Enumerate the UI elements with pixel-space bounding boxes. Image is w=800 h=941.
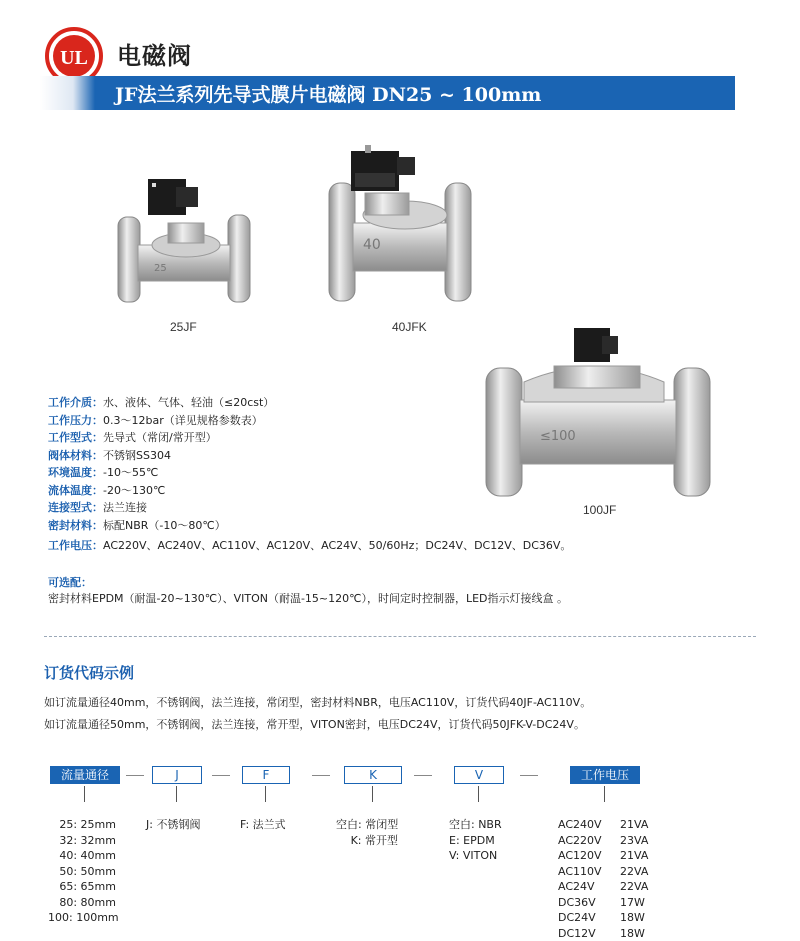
order-example-2: 如订流量通径50mm，不锈钢阀，法兰连接，常开型，VITON密封，电压DC24V，订货代码50JFK-V-DC24V。 [44,716,585,732]
section-divider [44,636,756,637]
connection-option: F: 法兰式 [240,817,286,833]
size-options [48,817,116,926]
spec-row-body-material: 阀体材料：不锈钢SS304 [48,447,571,465]
optional-text: 密封材料EPDM（耐温-20~130℃）、VITON（耐温-15~120℃），时间定时控制器，LED指示灯接线盒 。 [48,590,568,606]
valve-40jfk-mark: 40 [363,237,381,253]
spec-list [48,394,571,555]
spec-row-ambient-temp: 环境温度：-10～55℃ [48,464,571,482]
spec-row-connection: 连接型式：法兰连接 [48,499,571,517]
seal-option: V: VITON [449,848,502,864]
size-option: 25: 25mm [48,817,116,833]
voltage-row: DC36V 17W [558,895,648,911]
seal-option: 空白: NBR [449,817,502,833]
size-option: 50: 50mm [48,864,116,880]
connector-line [604,786,605,802]
seal-options [449,817,502,864]
material-option: J: 不锈钢阀 [146,817,200,833]
code-box-connection: F [242,766,290,784]
valve-40jfk-label: 40JFK [392,320,427,334]
spec-row-voltage: 工作电压：AC220V、AC240V、AC110V、AC120V、AC24V、50/60Hz；DC24V、DC12V、DC36V。 [48,537,571,555]
spec-row-fluid-temp: 流体温度：-20～130℃ [48,482,571,500]
connector-line [84,786,85,802]
code-dash [212,775,230,776]
spec-row-pressure: 工作压力：0.3～12bar（详见规格参数表） [48,412,571,430]
order-code-title: 订货代码示例 [44,662,134,683]
optional-title: 可选配： [48,574,92,590]
valve-25jf-label: 25JF [170,320,197,334]
size-option: 80: 80mm [48,895,116,911]
valve-100jf-label: 100JF [583,503,616,517]
connector-line [176,786,177,802]
banner-fade [40,76,95,110]
code-box-seal: V [454,766,504,784]
type-option: K: 常开型 [336,833,398,849]
voltage-row: DC24V 18W [558,910,648,926]
code-box-material: J [152,766,202,784]
brand-title: 电磁阀 [117,36,192,71]
voltage-row: DC12V 18W [558,926,648,941]
valve-100jf-mark: ≤100 [540,429,576,444]
voltage-row: AC110V 22VA [558,864,648,880]
code-dash [520,775,538,776]
type-option: 空白: 常闭型 [336,817,398,833]
code-dash [414,775,432,776]
size-option: 100: 100mm [48,910,116,926]
code-box-size: 流量通径 [50,766,120,784]
spec-row-seal: 密封材料：标配NBR（-10～80℃） [48,517,571,535]
valve-25jf-image [110,175,260,305]
valve-25jf-mark: 25 [154,263,167,274]
connector-line [478,786,479,802]
connector-line [265,786,266,802]
size-option: 65: 65mm [48,879,116,895]
size-option: 40: 40mm [48,848,116,864]
voltage-row: AC24V 22VA [558,879,648,895]
spec-row-medium: 工作介质：水、液体、气体、轻油（≤20cst） [48,394,571,412]
voltage-row: AC220V 23VA [558,833,648,849]
code-box-voltage: 工作电压 [570,766,640,784]
connector-line [372,786,373,802]
valve-40jfk-image [325,145,475,305]
order-example-1: 如订流量通径40mm，不锈钢阀，法兰连接，常闭型，密封材料NBR，电压AC110V，订货代码40JF-AC110V。 [44,694,591,710]
code-dash [312,775,330,776]
voltage-row: AC120V 21VA [558,848,648,864]
type-options [336,817,398,848]
size-option: 32: 32mm [48,833,116,849]
code-box-type: K [344,766,402,784]
ul-logo-text: UL [60,47,88,69]
voltage-row: AC240V 21VA [558,817,648,833]
spec-row-type: 工作型式：先导式（常闭/常开型） [48,429,571,447]
voltage-options [558,817,648,941]
seal-option: E: EPDM [449,833,502,849]
code-dash [126,775,144,776]
product-title: JF法兰系列先导式膜片电磁阀 DN25 ~ 100mm [115,80,541,107]
